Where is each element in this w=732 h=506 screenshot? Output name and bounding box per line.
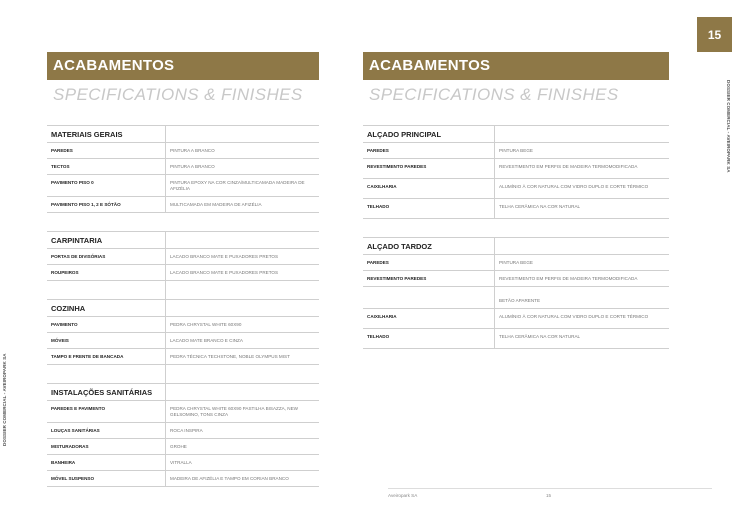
row-label: TAMPO E FRENTE DE BANCADA bbox=[51, 354, 124, 359]
row-label: REVESTIMENTO PAREDES bbox=[367, 276, 427, 281]
section-materiais-gerais bbox=[47, 125, 319, 213]
section-header bbox=[47, 299, 319, 317]
row-value: REVESTIMENTO EM PERFIS DE MADEIRA TERMOMODIFICADA bbox=[494, 271, 669, 286]
row-value: BETÃO APARENTE bbox=[494, 287, 669, 308]
table-row bbox=[47, 423, 319, 439]
table-row bbox=[363, 143, 669, 159]
section-title: ALÇADO PRINCIPAL bbox=[367, 130, 442, 139]
section-alcado-principal bbox=[363, 125, 669, 219]
section-header bbox=[47, 125, 319, 143]
right-title-banner: ACABAMENTOS bbox=[363, 52, 669, 80]
row-label: MISTURADORAS bbox=[51, 444, 89, 449]
table-row bbox=[47, 455, 319, 471]
spacer-row bbox=[363, 219, 669, 237]
table-row bbox=[47, 471, 319, 487]
section-instalacoes-sanitarias bbox=[47, 383, 319, 487]
row-label: PAREDES E PAVIMENTO bbox=[51, 406, 106, 411]
row-value: PINTURA BEGE bbox=[494, 143, 669, 158]
row-value: PINTURA A BRANCO bbox=[165, 159, 319, 174]
section-header bbox=[363, 125, 669, 143]
spacer-row bbox=[47, 213, 319, 231]
table-row bbox=[363, 271, 669, 287]
footer-company: Aveiropark SA bbox=[388, 493, 418, 498]
table-row bbox=[47, 159, 319, 175]
page-number-badge: 15 bbox=[697, 17, 732, 52]
row-label: PAVIMENTO PISO 0 bbox=[51, 180, 94, 185]
side-label-left: DOSSIER COMERCIAL - AVEIROPARK SA bbox=[2, 353, 7, 446]
row-value: GROHE bbox=[165, 439, 319, 454]
row-label: ROUPEIROS bbox=[51, 270, 79, 275]
row-value: PEDRA CHRYSTAL WHITE 60X90 PASTILHA BISAZZA, NEW GELSOMINO, TONS CINZA bbox=[165, 401, 319, 422]
row-label: PORTAS DE DIVISÓRIAS bbox=[51, 254, 106, 259]
spacer-row bbox=[47, 365, 319, 383]
row-value: LACADO MATE BRANCO E CINZA bbox=[165, 333, 319, 348]
table-row bbox=[363, 287, 669, 309]
row-label bbox=[363, 287, 494, 308]
row-value: ALUMÍNIO À COR NATURAL COM VIDRO DUPLO E CORTE TÉRMICO bbox=[494, 309, 669, 328]
spacer-row bbox=[47, 281, 319, 299]
section-title: COZINHA bbox=[51, 304, 86, 313]
row-label: LOUÇAS SANITÁRIAS bbox=[51, 428, 100, 433]
row-value: PINTURA EPOXY NA COR CINZA/MULTICAMADA MADEIRA DE AFIZÉLIA bbox=[165, 175, 319, 196]
row-value: TELHA CERÂMICA NA COR NATURAL bbox=[494, 199, 669, 218]
table-row bbox=[363, 179, 669, 199]
row-value: MULTICAMADA EM MADEIRA DE AFIZÉLIA bbox=[165, 197, 319, 212]
row-value: ALUMÍNIO À COR NATURAL COM VIDRO DUPLO E CORTE TÉRMICO bbox=[494, 179, 669, 198]
section-carpintaria bbox=[47, 231, 319, 281]
left-subtitle: SPECIFICATIONS & FINISHES bbox=[53, 85, 303, 104]
footer-page-number: 15 bbox=[546, 493, 552, 498]
table-row bbox=[47, 439, 319, 455]
row-label: TECTOS bbox=[51, 164, 70, 169]
table-row bbox=[47, 349, 319, 365]
row-value: TELHA CERÂMICA NA COR NATURAL bbox=[494, 329, 669, 348]
table-row bbox=[363, 199, 669, 219]
section-title: INSTALAÇÕES SANITÁRIAS bbox=[51, 388, 153, 397]
table-row bbox=[47, 175, 319, 197]
row-value: LACADO BRANCO MATE E PUXADORES PRETOS bbox=[165, 249, 319, 264]
row-label: PAREDES bbox=[367, 148, 389, 153]
row-value: REVESTIMENTO EM PERFIS DE MADEIRA TERMOMODIFICADA bbox=[494, 159, 669, 178]
table-row bbox=[47, 333, 319, 349]
left-column bbox=[47, 52, 319, 487]
table-row bbox=[47, 197, 319, 213]
row-label: TELHADO bbox=[367, 204, 390, 209]
row-value: PINTURA BEGE bbox=[494, 255, 669, 270]
row-value: VITRALLA bbox=[165, 455, 319, 470]
right-subtitle: SPECIFICATIONS & FINISHES bbox=[369, 85, 619, 104]
footer-divider bbox=[388, 488, 712, 489]
right-spec-tables bbox=[363, 125, 669, 349]
table-row bbox=[363, 309, 669, 329]
section-title: ALÇADO TARDOZ bbox=[367, 242, 432, 251]
table-row bbox=[363, 159, 669, 179]
row-label: TELHADO bbox=[367, 334, 390, 339]
table-row bbox=[47, 249, 319, 265]
row-label: PAREDES bbox=[51, 148, 73, 153]
side-label-right: DOSSIER COMERCIAL - AVEIROPARK SA bbox=[726, 80, 731, 173]
section-header bbox=[47, 383, 319, 401]
row-label: MÓVEL SUSPENSO bbox=[51, 476, 95, 481]
row-value: LACADO BRANCO MATE E PUXADORES PRETOS bbox=[165, 265, 319, 280]
row-label: CAIXILHARIA bbox=[367, 314, 397, 319]
row-label: BANHEIRA bbox=[51, 460, 76, 465]
row-value: MADEIRA DE AFIZÉLIA E TAMPO EM CORIAN BRANCO bbox=[165, 471, 319, 486]
row-label: PAVIMENTO PISO 1, 2 E SÓTÃO bbox=[51, 202, 121, 207]
table-row bbox=[47, 401, 319, 423]
section-alcado-tardoz bbox=[363, 237, 669, 349]
table-row bbox=[47, 317, 319, 333]
row-value: PINTURA A BRANCO bbox=[165, 143, 319, 158]
table-row bbox=[363, 255, 669, 271]
left-spec-tables bbox=[47, 125, 319, 487]
row-label: MÓVEIS bbox=[51, 338, 69, 343]
row-label: CAIXILHARIA bbox=[367, 184, 397, 189]
section-title: MATERIAIS GERAIS bbox=[51, 130, 123, 139]
table-row bbox=[47, 265, 319, 281]
table-row bbox=[47, 143, 319, 159]
section-title: CARPINTARIA bbox=[51, 236, 103, 245]
section-header bbox=[363, 237, 669, 255]
row-value: PEDRA CHRYSTAL WHITE 60X90 bbox=[165, 317, 319, 332]
section-header bbox=[47, 231, 319, 249]
left-title-banner: ACABAMENTOS bbox=[47, 52, 319, 80]
row-value: PEDRA TÉCNICA TECHSTONE, NOBLE OLYMPUS MIST bbox=[165, 349, 319, 364]
section-cozinha bbox=[47, 299, 319, 365]
row-label: PAVIMENTO bbox=[51, 322, 78, 327]
table-row bbox=[363, 329, 669, 349]
right-column bbox=[363, 52, 669, 349]
row-label: PAREDES bbox=[367, 260, 389, 265]
row-label: REVESTIMENTO PAREDES bbox=[367, 164, 427, 169]
row-value: ROCA INSPIRA bbox=[165, 423, 319, 438]
